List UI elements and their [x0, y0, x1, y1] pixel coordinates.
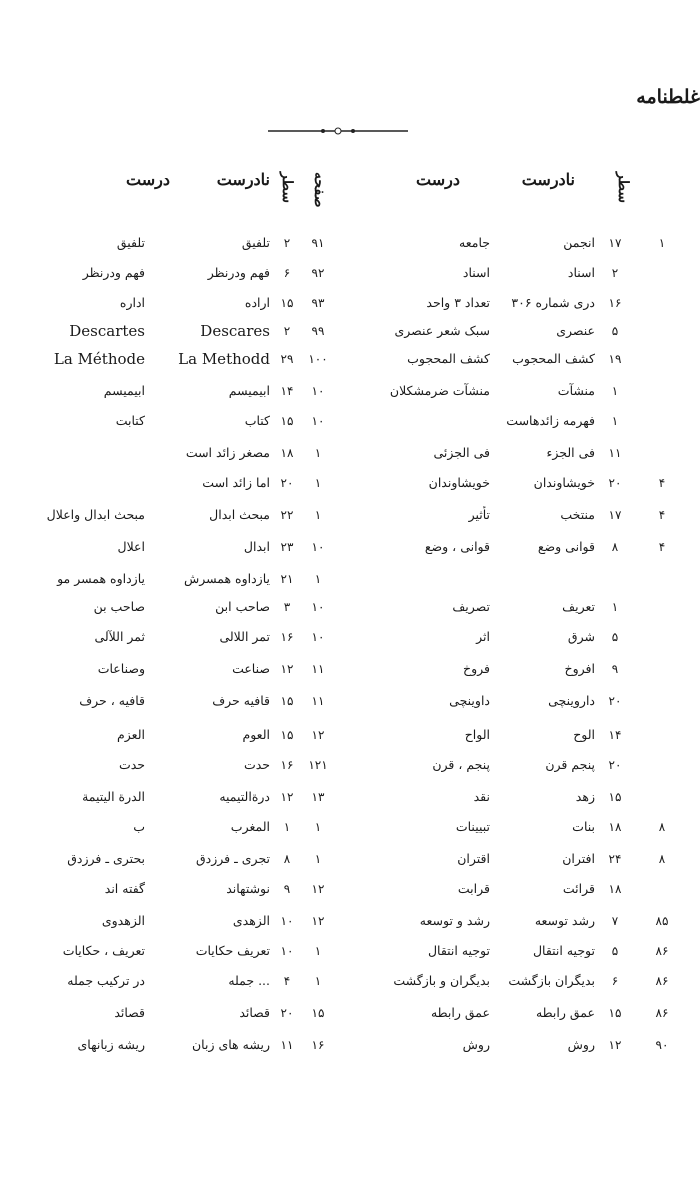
right-correct: اثر: [476, 629, 490, 644]
left-incorrect: قافیه حرف: [212, 693, 270, 708]
left-incorrect: اراده: [244, 295, 270, 310]
table-row: [0, 322, 700, 352]
left-correct: فهم ودرنظر: [82, 265, 145, 280]
left-page: ۱۶: [311, 1038, 325, 1052]
table-row: [0, 942, 700, 972]
right-incorrect: فی الجزء: [546, 445, 595, 460]
left-line: ۱۵: [280, 694, 294, 708]
right-line: ۱۷: [608, 508, 622, 522]
right-line: ۲۰: [608, 694, 622, 708]
left-page: ۱۱: [311, 662, 325, 676]
left-page: ۹۹: [311, 324, 325, 338]
table-row: [0, 628, 700, 658]
left-correct: Descartes: [69, 322, 145, 340]
left-line: ۲۰: [280, 476, 294, 490]
left-page: ۱۵: [311, 1006, 325, 1020]
right-line: ۱۸: [608, 820, 622, 834]
right-correct: اقتران: [457, 851, 490, 866]
left-incorrect: La Methodd: [178, 350, 270, 368]
right-page: ۱: [658, 236, 666, 250]
left-correct: ب: [133, 819, 145, 834]
right-incorrect: کشف المحجوب: [512, 351, 595, 366]
left-incorrect: تلفیق: [241, 235, 270, 250]
left-correct: الزهدوی: [101, 913, 145, 928]
left-header-line: سطر: [279, 172, 295, 203]
right-incorrect: دری شماره ۳۰۶: [511, 295, 595, 310]
left-page: ۱۰: [311, 414, 325, 428]
left-incorrect: قصائد: [239, 1005, 270, 1020]
left-line: ۱۶: [280, 630, 294, 644]
left-incorrect: تجری ـ فرزدق: [195, 851, 270, 866]
left-incorrect: ابدال: [243, 539, 270, 554]
right-correct: تصریف: [452, 599, 490, 614]
table-row: [0, 264, 700, 294]
table-row: [0, 234, 700, 264]
left-line: ۲۱: [280, 572, 294, 586]
right-line: ۶: [611, 974, 619, 988]
left-page: ۹۱: [311, 236, 325, 250]
table-row: [0, 912, 700, 942]
left-incorrect: یازداوه همسرش: [183, 571, 270, 586]
right-incorrect: شرق: [567, 629, 595, 644]
left-line: ۳: [283, 600, 291, 614]
left-incorrect: حدت: [243, 757, 270, 772]
left-header-incorrect: نادرست: [216, 170, 270, 189]
right-correct: پنجم ، قرن: [432, 757, 490, 772]
right-correct: کشف المحجوب: [407, 351, 490, 366]
right-page: ۸: [658, 820, 666, 834]
left-line: ۸: [283, 852, 291, 866]
right-correct: جامعه: [459, 235, 490, 250]
left-correct: صاحب بن: [93, 599, 145, 614]
left-page: ۱: [314, 572, 322, 586]
table-row: [0, 726, 700, 756]
right-line: ۱۲: [608, 1038, 622, 1052]
left-page: ۱۲: [311, 882, 325, 896]
left-line: ۱: [283, 820, 291, 834]
left-correct: تلفیق: [116, 235, 145, 250]
left-correct: La Méthode: [53, 350, 145, 368]
right-correct: سبک شعر عنصری: [394, 323, 490, 338]
right-line: ۱: [611, 414, 619, 428]
left-incorrect: مبحث ابدال: [209, 507, 270, 522]
left-correct: اعلال: [117, 539, 145, 554]
table-row: [0, 1036, 700, 1066]
left-incorrect: درةالتیمیه: [219, 789, 270, 804]
right-correct: منشآت ضرمشکلان: [389, 383, 490, 398]
table-row: [0, 294, 700, 324]
left-line: ۱۱: [280, 1038, 294, 1052]
right-incorrect: منتخب: [560, 507, 595, 522]
right-line: ۱۱: [608, 446, 622, 460]
left-line: ۱۵: [280, 296, 294, 310]
left-line: ۴: [283, 974, 291, 988]
right-line: ۵: [611, 630, 619, 644]
table-row: [0, 880, 700, 910]
table-row: [0, 756, 700, 786]
left-page: ۱۲۱: [308, 758, 328, 772]
left-incorrect: Descares: [200, 322, 270, 340]
left-line: ۱۲: [280, 662, 294, 676]
left-correct: ابیمیسم: [103, 383, 145, 398]
left-page: ۱۳: [311, 790, 325, 804]
left-page: ۱۰: [311, 600, 325, 614]
right-correct: بدیگران و بازگشت: [393, 973, 490, 988]
left-correct: در ترکیب جمله: [67, 973, 145, 988]
left-page: ۱: [314, 476, 322, 490]
right-line: ۲۰: [608, 758, 622, 772]
right-line: ۷: [611, 914, 619, 928]
left-line: ۹: [283, 882, 291, 896]
table-row: [0, 382, 700, 412]
table-row: [0, 850, 700, 880]
right-incorrect: رشد توسعه: [534, 913, 595, 928]
left-header-correct: درست: [126, 170, 170, 189]
left-line: ۱۸: [280, 446, 294, 460]
right-line: ۲۴: [608, 852, 622, 866]
right-page: ۴: [658, 540, 666, 554]
left-correct: قصائد: [114, 1005, 145, 1020]
table-row: [0, 660, 700, 690]
left-line: ۲۰: [280, 1006, 294, 1020]
left-page: ۱: [314, 508, 322, 522]
table-row: [0, 570, 700, 600]
left-line: ۱۲: [280, 790, 294, 804]
right-incorrect: منشآت: [557, 383, 595, 398]
left-correct: وصناعات: [97, 661, 145, 676]
left-correct: تعریف ، حکایات: [62, 943, 145, 958]
right-correct: رشد و توسعه: [419, 913, 490, 928]
right-line: ۱۹: [608, 352, 622, 366]
page-title: غلطنامه: [636, 86, 700, 108]
left-incorrect: صاحب ابن: [215, 599, 270, 614]
table-row: [0, 788, 700, 818]
right-correct: تأثیر: [468, 507, 490, 522]
left-correct: مبحث ابدال واعلال: [46, 507, 145, 522]
table-row: [0, 598, 700, 628]
table-row: [0, 1004, 700, 1034]
right-correct: داوینچی: [449, 693, 490, 708]
left-correct: گفته اند: [104, 881, 145, 896]
right-line: ۲: [611, 266, 619, 280]
right-line: ۱: [611, 600, 619, 614]
right-incorrect: افروخ: [564, 661, 595, 676]
right-page: ۴: [658, 476, 666, 490]
right-line: ۱۷: [608, 236, 622, 250]
left-line: ۲۲: [280, 508, 294, 522]
table-row: [0, 538, 700, 568]
left-page: ۱: [314, 974, 322, 988]
right-correct: تبیینات: [455, 819, 490, 834]
table-row: [0, 444, 700, 474]
left-correct: یازداوه همسر مو: [57, 571, 145, 586]
left-page: ۱۰: [311, 384, 325, 398]
left-incorrect: العوم: [242, 727, 270, 742]
right-incorrect: الوح: [573, 727, 595, 742]
table-row: [0, 972, 700, 1002]
right-page: ۸۶: [655, 944, 669, 958]
right-line: ۱۴: [608, 728, 622, 742]
right-correct: فی الجزئی: [433, 445, 490, 460]
left-incorrect: کتاب: [244, 413, 270, 428]
right-correct: خویشاوندان: [428, 475, 490, 490]
right-incorrect: داروینچی: [548, 693, 595, 708]
left-page: ۱۰: [311, 630, 325, 644]
table-row: [0, 692, 700, 722]
left-incorrect: تعریف حکایات: [195, 943, 270, 958]
right-incorrect: بنات: [572, 819, 595, 834]
right-page: ۹۰: [655, 1038, 669, 1052]
left-page: ۱۲: [311, 914, 325, 928]
right-line: ۲۰: [608, 476, 622, 490]
right-incorrect: فهرمه زائدهاست: [506, 413, 595, 428]
left-line: ۱۴: [280, 384, 294, 398]
left-page: ۹۳: [311, 296, 325, 310]
table-row: [0, 818, 700, 848]
left-incorrect: صناعت: [232, 661, 270, 676]
left-line: ۱۵: [280, 728, 294, 742]
right-line: ۱۸: [608, 882, 622, 896]
left-line: ۱۵: [280, 414, 294, 428]
right-page: ۴: [658, 508, 666, 522]
right-incorrect: عمق رابطه: [535, 1005, 595, 1020]
right-line: ۱۶: [608, 296, 622, 310]
left-correct: قافیه ، حرف: [79, 693, 145, 708]
left-page: ۹۲: [311, 266, 325, 280]
right-incorrect: تعریف: [562, 599, 595, 614]
left-correct: الدرة الیتیمة: [82, 789, 145, 804]
right-incorrect: قرائت: [562, 881, 595, 896]
right-correct: قوانی ، وضع: [424, 539, 490, 554]
right-line: ۹: [611, 662, 619, 676]
left-incorrect: تمر اللالی: [219, 629, 270, 644]
left-correct: حدت: [118, 757, 145, 772]
left-correct: اداره: [119, 295, 145, 310]
right-correct: اسناد: [462, 265, 490, 280]
left-page: ۱: [314, 446, 322, 460]
left-line: ۱۰: [280, 914, 294, 928]
left-line: ۲۹: [280, 352, 294, 366]
table-row: [0, 350, 700, 380]
left-page: ۱۰۰: [308, 352, 328, 366]
left-page: ۱۰: [311, 540, 325, 554]
right-line: ۸: [611, 540, 619, 554]
left-line: ۱۶: [280, 758, 294, 772]
left-page: ۱: [314, 944, 322, 958]
left-page: ۱۲: [311, 728, 325, 742]
right-incorrect: انجمن: [563, 235, 595, 250]
right-correct: توجیه انتقال: [427, 943, 490, 958]
right-incorrect: قوانی وضع: [537, 539, 595, 554]
left-correct: ریشه زبانهای: [77, 1037, 145, 1052]
table-row: [0, 474, 700, 504]
right-line: ۱۵: [608, 1006, 622, 1020]
left-page: ۱: [314, 852, 322, 866]
right-correct: عمق رابطه: [430, 1005, 490, 1020]
right-page: ۸: [658, 852, 666, 866]
table-row: [0, 412, 700, 442]
right-header-line: سطر: [615, 172, 631, 203]
left-incorrect: مصغر زائد است: [185, 445, 270, 460]
left-correct: بحتری ـ فرزدق: [67, 851, 145, 866]
left-line: ۲: [283, 324, 291, 338]
left-page: ۱۱: [311, 694, 325, 708]
left-line: ۶: [283, 266, 291, 280]
right-incorrect: افتران: [562, 851, 595, 866]
right-correct: روش: [462, 1037, 490, 1052]
left-line: ۲: [283, 236, 291, 250]
right-page: ۸۶: [655, 974, 669, 988]
right-line: ۵: [611, 944, 619, 958]
left-incorrect: ابیمیسم: [228, 383, 270, 398]
right-incorrect: خویشاوندان: [533, 475, 595, 490]
right-correct: نقد: [473, 789, 490, 804]
left-incorrect: المغرب: [230, 819, 270, 834]
right-incorrect: پنجم قرن: [545, 757, 595, 772]
left-incorrect: اما زائد است: [202, 475, 270, 490]
table-row: [0, 506, 700, 536]
right-header-incorrect: نادرست: [521, 170, 575, 189]
right-incorrect: بدیگران بازگشت: [508, 973, 595, 988]
right-correct: تعداد ۳ واحد: [426, 295, 490, 310]
right-correct: فروخ: [463, 661, 490, 676]
left-incorrect: ... جمله: [228, 973, 270, 988]
right-incorrect: زهد: [575, 789, 595, 804]
right-incorrect: توجیه انتقال: [532, 943, 595, 958]
right-incorrect: اسناد: [567, 265, 595, 280]
left-correct: ثمر اللآلی: [94, 629, 145, 644]
left-correct: کتابت: [115, 413, 145, 428]
right-line: ۱۵: [608, 790, 622, 804]
right-header-correct: درست: [416, 170, 460, 189]
left-incorrect: نوشتهاند: [226, 881, 270, 896]
left-incorrect: فهم ودرنظر: [207, 265, 270, 280]
left-correct: العزم: [117, 727, 145, 742]
right-incorrect: عنصری: [556, 323, 595, 338]
right-incorrect: روش: [567, 1037, 595, 1052]
right-line: ۵: [611, 324, 619, 338]
left-line: ۱۰: [280, 944, 294, 958]
right-correct: قرابت: [457, 881, 490, 896]
left-header-page: صفحه: [311, 172, 327, 208]
right-line: ۱: [611, 384, 619, 398]
right-page: ۸۵: [655, 914, 669, 928]
right-page: ۸۶: [655, 1006, 669, 1020]
right-correct: الواح: [464, 727, 490, 742]
left-page: ۱: [314, 820, 322, 834]
left-incorrect: ریشه های زبان: [191, 1037, 270, 1052]
left-line: ۲۳: [280, 540, 294, 554]
title-ornament: [268, 124, 408, 138]
left-incorrect: الزهدی: [232, 913, 270, 928]
